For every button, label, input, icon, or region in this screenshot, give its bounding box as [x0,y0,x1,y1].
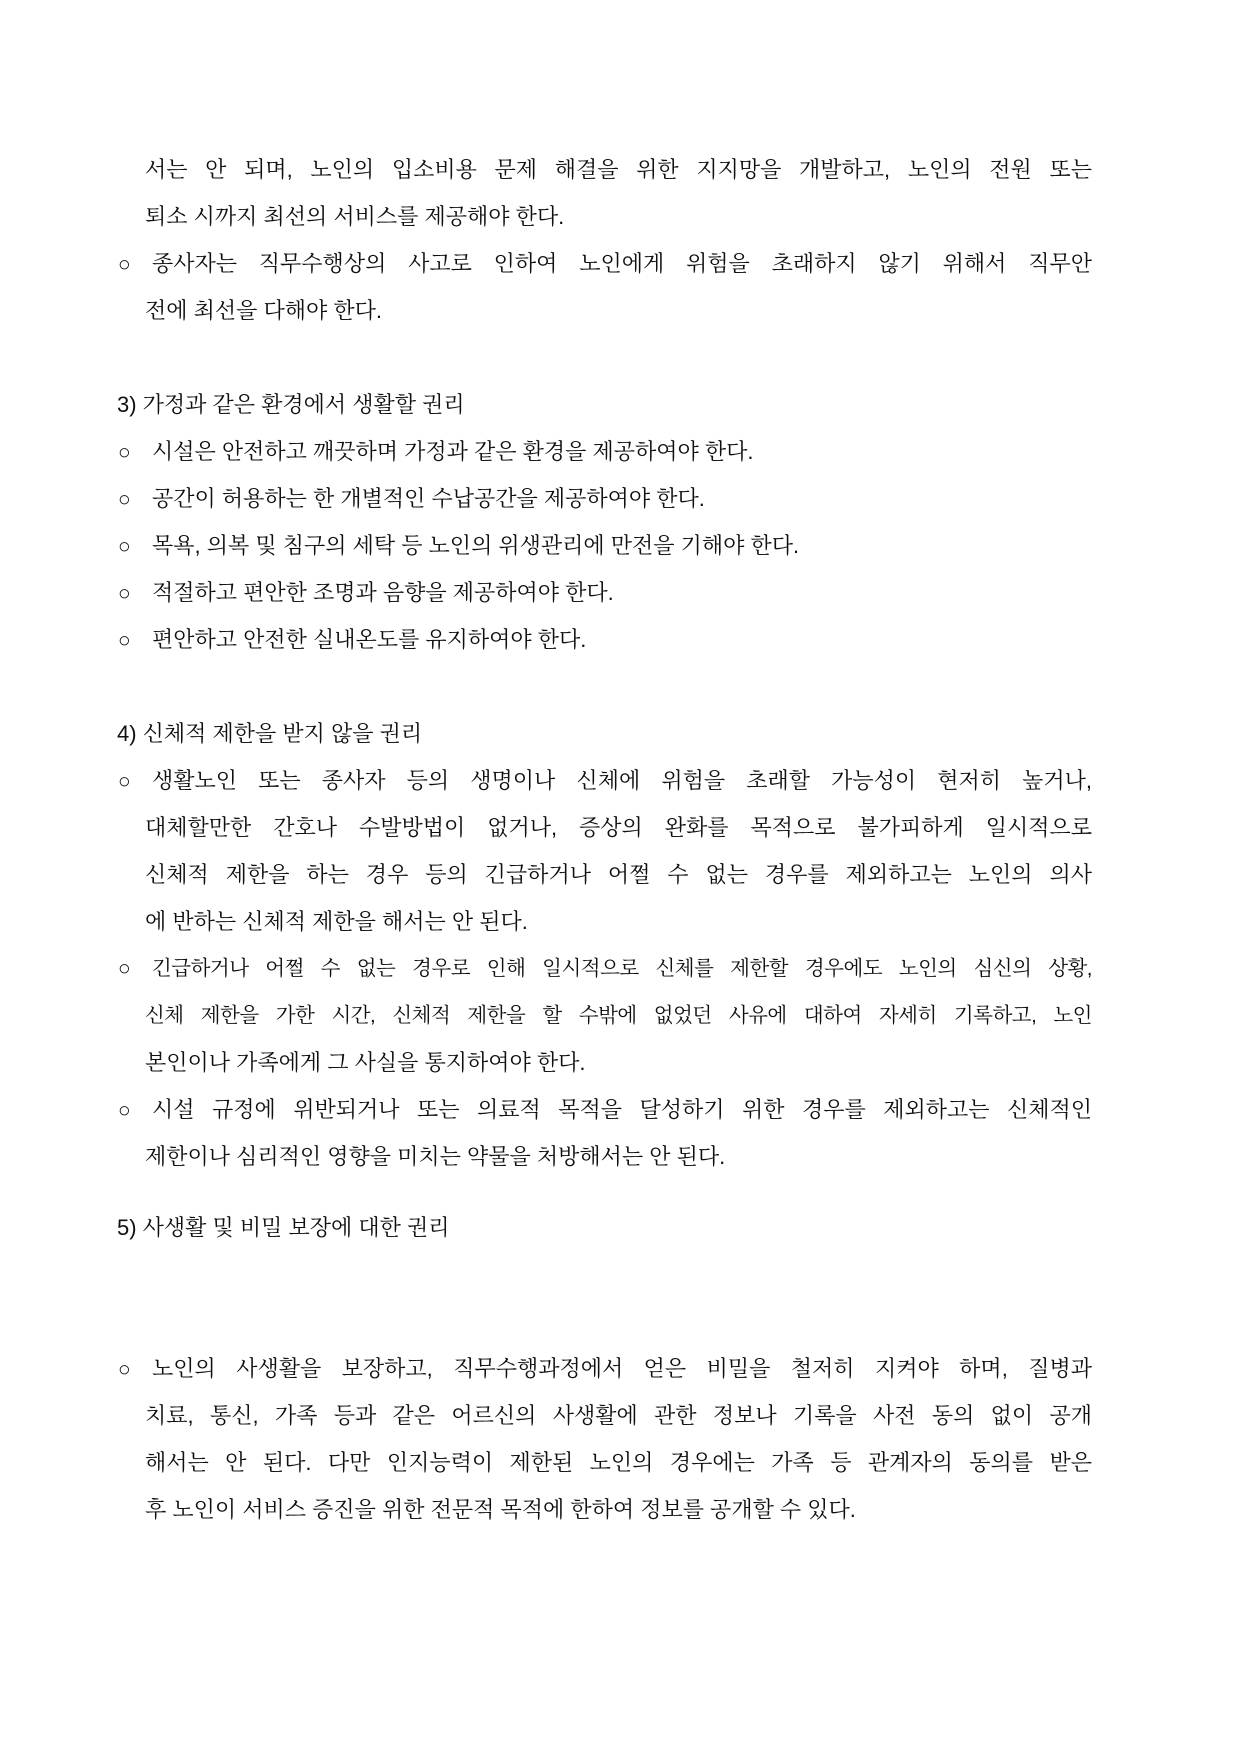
bullet-circle-icon: ○ [118,957,131,980]
bullet-paragraph [0,240,1240,334]
bullet-text: 시설 규정에 위반되거나 또는 의료적 목적을 달성하기 위한 경우를 제외하고는 신체적인 [152,1097,1092,1122]
bullet-text: 노인의 사생활을 보장하고, 직무수행과정에서 얻은 비밀을 철저히 지켜야 하며, 질병과 [152,1356,1092,1381]
bullet-item [0,616,1240,663]
text-line: 해서는 안 된다. 다만 인지능력이 제한된 노인의 경우에는 가족 등 관계자의 동의를 받은 [145,1450,1092,1475]
text-line: 대체할만한 간호나 수발방법이 없거나, 증상의 완화를 목적으로 불가피하게 일시적으로 [145,815,1092,840]
bullet-item [0,522,1240,569]
bullet-circle-icon: ○ [118,1358,131,1381]
text-line [0,945,1240,992]
bullet-paragraph [0,1345,1240,1533]
text-line: 신체적 제한을 하는 경우 등의 긴급하거나 어쩔 수 없는 경우를 제외하고는 노인의 의사 [145,862,1092,887]
text-line: 후 노인이 서비스 증진을 위한 전문적 목적에 한하여 정보를 공개할 수 있다. [145,1497,856,1522]
text-line [0,240,1240,287]
bullet-text: 공간이 허용하는 한 개별적인 수납공간을 제공하여야 한다. [152,486,705,511]
text-line: 신체 제한을 가한 시간, 신체적 제한을 할 수밖에 없었던 사유에 대하여 자세히 기록하고, 노인 [145,1004,1092,1027]
bullet-circle-icon: ○ [118,441,131,464]
bullet-text: 적절하고 편안한 조명과 음향을 제공하여야 한다. [152,580,614,605]
bullet-text: 편안하고 안전한 실내온도를 유지하여야 한다. [152,627,587,652]
text-line: 본인이나 가족에게 그 사실을 통지하여야 한다. [145,1050,586,1075]
bullet-text: 종사자는 직무수행상의 사고로 인하여 노인에게 위험을 초래하지 않기 위해서 직무안 [152,251,1092,276]
text-line: 퇴소 시까지 최선의 서비스를 제공해야 한다. [145,204,565,229]
bullet-text: 목욕, 의복 및 침구의 세탁 등 노인의 위생관리에 만전을 기해야 한다. [152,533,800,558]
text-line: 에 반하는 신체적 제한을 해서는 안 된다. [145,909,528,934]
text-line [0,1345,1240,1392]
bullet-text: 생활노인 또는 종사자 등의 생명이나 신체에 위험을 초래할 가능성이 현저히 높거나, [152,768,1092,793]
text-line [0,757,1240,804]
bullet-circle-icon: ○ [118,535,131,558]
bullet-item [0,428,1240,475]
bullet-paragraph [0,945,1240,1086]
bullet-item [0,569,1240,616]
bullet-circle-icon: ○ [118,582,131,605]
text-line: 서는 안 되며, 노인의 입소비용 문제 해결을 위한 지지망을 개발하고, 노인의 전원 또는 [145,157,1092,182]
bullet-paragraph [0,757,1240,945]
bullet-circle-icon: ○ [118,488,131,511]
bullet-circle-icon: ○ [118,253,131,276]
section-heading-3: 3) 가정과 같은 환경에서 생활할 권리 [117,392,465,417]
text-line: 제한이나 심리적인 영향을 미치는 약물을 처방해서는 안 된다. [145,1144,726,1169]
bullet-circle-icon: ○ [118,1099,131,1122]
text-line: 치료, 통신, 가족 등과 같은 어르신의 사생활에 관한 정보나 기록을 사전 동의 없이 공개 [145,1403,1092,1428]
bullet-text: 긴급하거나 어쩔 수 없는 경우로 인해 일시적으로 신체를 제한할 경우에도 노인의 심신의 상황, [152,957,1092,980]
continued-paragraph [0,146,1240,240]
section-heading-4: 4) 신체적 제한을 받지 않을 권리 [117,721,423,746]
document-content [0,146,1240,1533]
bullet-circle-icon: ○ [118,770,131,793]
bullet-paragraph [0,1086,1240,1180]
section-heading-5: 5) 사생활 및 비밀 보장에 대한 권리 [117,1215,450,1240]
bullet-circle-icon: ○ [118,629,131,652]
bullet-item [0,475,1240,522]
text-line [0,1086,1240,1133]
bullet-text: 시설은 안전하고 깨끗하며 가정과 같은 환경을 제공하여야 한다. [152,439,754,464]
text-line: 전에 최선을 다해야 한다. [145,298,382,323]
